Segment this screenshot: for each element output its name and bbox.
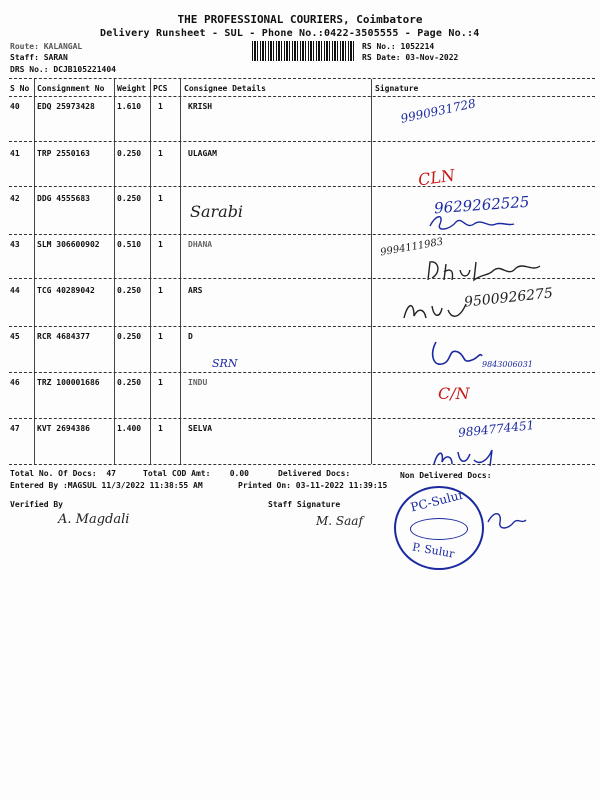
row-consignment: RCR 4684377 [37,332,90,341]
row-pcs: 1 [158,102,163,111]
office-stamp [394,486,484,570]
row-weight: 0.250 [117,378,142,387]
row-consignee: KRISH [188,102,213,111]
row-sno: 43 [10,240,20,249]
signature-note: 9990931728 [399,96,477,126]
row-pcs: 1 [158,332,163,341]
row-divider [9,418,595,419]
signature-note: 9894774451 [457,418,535,440]
row-consignment: TRZ 100001686 [37,378,100,387]
row-consignment: EDQ 25973428 [37,102,95,111]
column-separator [114,79,115,464]
row-divider [9,234,595,235]
delivered-docs: Delivered Docs: [278,469,351,478]
row-consignment: SLM 306600902 [37,240,100,249]
row-sno: 41 [10,149,20,158]
row-consignee: D [188,332,193,341]
row-weight: 1.400 [117,424,142,433]
row-consignee: ULAGAM [188,149,217,158]
row-sno: 47 [10,424,20,433]
row-divider [9,278,595,279]
signature-note: 9629262525 [433,192,530,218]
signature-scribble [428,338,484,370]
row-pcs: 1 [158,424,163,433]
row-consignee: ARS [188,286,203,295]
column-separator [34,79,35,464]
row-sno: 45 [10,332,20,341]
col-pcs: PCS [153,84,168,93]
column-separator [180,79,181,464]
col-consignment: Consignment No [37,84,105,93]
row-consignment: TCG 40289042 [37,286,95,295]
col-signature: Signature [375,84,419,93]
divider [9,78,595,79]
column-separator [371,79,372,464]
row-pcs: 1 [158,194,163,203]
divider [9,96,595,97]
row-weight: 0.510 [117,240,142,249]
row-consignment: KVT 2694386 [37,424,90,433]
row-weight: 0.250 [117,286,142,295]
barcode [252,41,356,61]
row-pcs: 1 [158,149,163,158]
signature-note: 9843006031 [482,360,533,369]
company-title: THE PROFESSIONAL COURIERS, Coimbatore [177,13,423,26]
handwritten-consignee: SRN [212,357,238,370]
row-sno: 46 [10,378,20,387]
divider [9,464,595,465]
rs-date: RS Date: 03-Nov-2022 [362,53,459,62]
runsheet-subtitle: Delivery Runsheet - SUL - Phone No.:0422-3505555 - Page No.:4 [100,28,480,39]
signature-note: CLN [416,165,457,190]
row-consignment: DDG 4555683 [37,194,90,203]
printed-on: Printed On: 03-11-2022 11:39:15 [238,481,388,490]
signature-note: 9500926275 [463,285,554,311]
row-pcs: 1 [158,240,163,249]
col-consignee: Consignee Details [184,84,266,93]
row-pcs: 1 [158,378,163,387]
route-label: Route: KALANGAL [10,42,83,51]
verified-by-label: Verified By [10,500,63,509]
drs-number: DRS No.: DCJB105221404 [10,65,116,74]
row-consignee: INDU [188,378,208,387]
column-separator [150,79,151,464]
rs-number: RS No.: 1052214 [362,42,435,51]
row-weight: 0.250 [117,332,142,341]
handwritten-consignee: Sarabi [190,202,244,221]
row-divider [9,186,595,187]
signature-scribble [400,296,470,322]
row-divider [9,372,595,373]
non-delivered-docs: Non Delivered Docs: [400,471,492,480]
total-cod: Total COD Amt: 0.00 [143,469,249,478]
row-sno: 44 [10,286,20,295]
signature-note: C/N [438,384,470,403]
row-divider [9,141,595,142]
col-weight: Weight [117,84,146,93]
staff-signature-label: Staff Signature [268,500,341,509]
entered-by: Entered By :MAGSUL 11/3/2022 11:38:55 AM [10,481,203,490]
signature-note: 9994111983 [379,236,445,259]
stamp-bottom-text: P. Sulur [411,540,456,561]
row-weight: 1.610 [117,102,142,111]
stamp-top-text: PC-Sulur [409,487,466,515]
row-consignee: DHANA [188,240,213,249]
row-divider [9,326,595,327]
stamp-inner-ring [410,518,468,540]
row-consignee: SELVA [188,424,213,433]
row-sno: 40 [10,102,20,111]
staff-label: Staff: SARAN [10,53,68,62]
signature-scribble [426,212,516,234]
row-consignment: TRP 2550163 [37,149,90,158]
col-sno: S No [10,84,30,93]
row-pcs: 1 [158,286,163,295]
stamp-signature-scribble [484,508,528,534]
staff-signature: M. Saaf [316,514,363,528]
verified-signature: A. Magdali [58,512,130,527]
row-weight: 0.250 [117,149,142,158]
total-docs: Total No. Of Docs: 47 [10,469,116,478]
signature-scribble [424,256,544,286]
row-weight: 0.250 [117,194,142,203]
row-sno: 42 [10,194,20,203]
